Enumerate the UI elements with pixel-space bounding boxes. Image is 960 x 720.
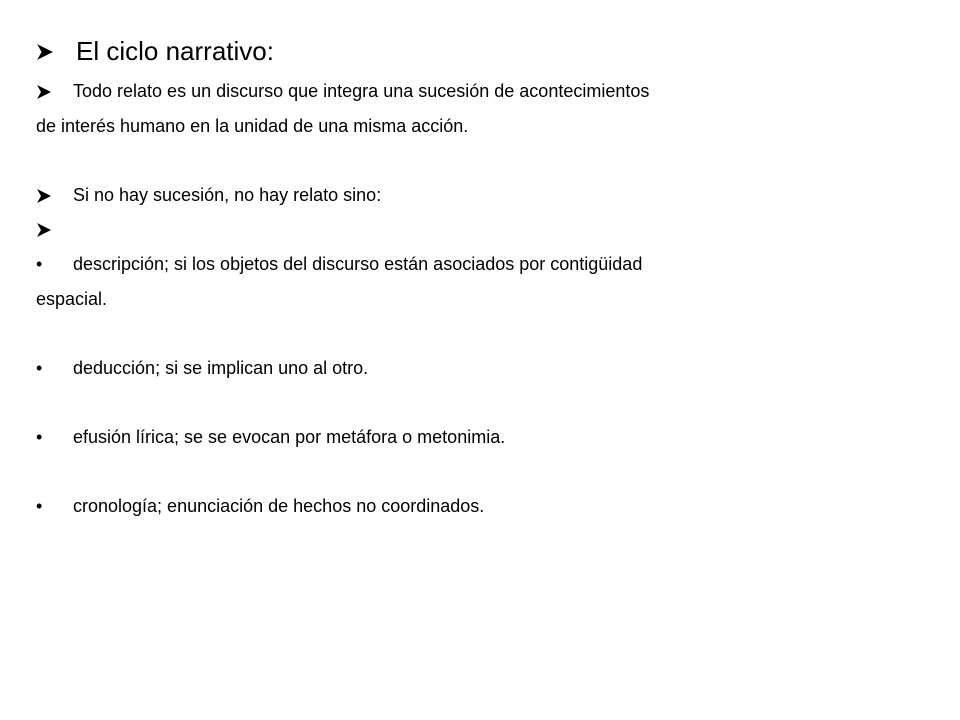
list-item-continuation: espacial. — [36, 289, 108, 309]
slide-title: El ciclo narrativo: — [76, 36, 274, 66]
bullet-icon: • — [36, 254, 43, 274]
list-item-continuation: de interés humano en la unidad de una misma acción. — [36, 116, 469, 136]
list-item-text: descripción; si los objetos del discurso están asociados por contigüidad — [73, 254, 643, 274]
list-item-text: Todo relato es un discurso que integra una sucesión de acontecimientos — [73, 81, 650, 101]
bullet-icon: • — [36, 358, 43, 378]
arrow-icon — [36, 188, 52, 204]
list-item-text: cronología; enunciación de hechos no coordinados. — [73, 496, 485, 516]
arrow-icon — [36, 222, 52, 238]
arrow-icon — [36, 84, 52, 100]
list-item-text: efusión lírica; se se evocan por metáfora o metonimia. — [73, 427, 506, 447]
bullet-icon: • — [36, 427, 43, 447]
list-item-text: deducción; si se implican uno al otro. — [73, 358, 369, 378]
bullet-icon: • — [36, 496, 43, 516]
list-item-text: Si no hay sucesión, no hay relato sino: — [73, 185, 382, 205]
arrow-icon — [36, 43, 54, 61]
